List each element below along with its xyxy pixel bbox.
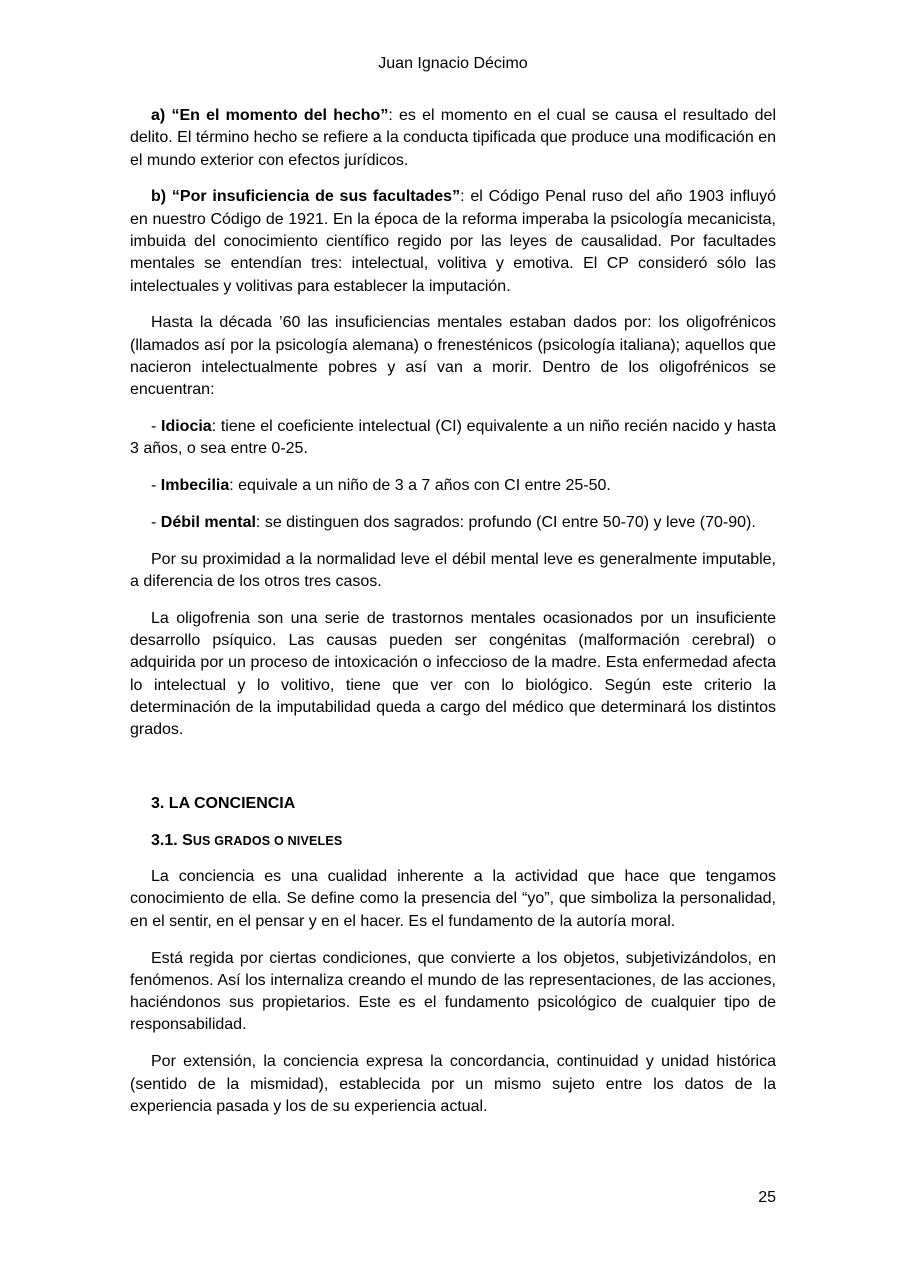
subsection-heading xyxy=(130,830,776,852)
page-body xyxy=(130,105,776,1133)
list-item-text: : tiene el coeficiente intelectual (CI) equivalente a un niño recién nacido y hasta 3 años, o sea entre 0-25. xyxy=(130,418,776,458)
subsection-heading-smallcaps: US GRADOS O NIVELES xyxy=(192,834,343,849)
list-item-text: : equivale a un niño de 3 a 7 años con CI entre 25-50. xyxy=(229,477,611,495)
paragraph-momento-del-hecho xyxy=(130,105,776,172)
paragraph-conciencia-extension xyxy=(130,1051,776,1118)
paragraph-text: : es el momento en el cual se causa el resultado del delito. El término hecho se refiere a la conducta tipificada que produce una modificación en el mundo exterior con efectos jurídicos. xyxy=(130,107,776,169)
list-dash: - xyxy=(151,418,162,436)
section-heading: 3. LA CONCIENCIA xyxy=(151,795,296,813)
running-header-author: Juan Ignacio Décimo xyxy=(378,55,528,72)
list-dash: - xyxy=(151,513,161,531)
paragraph-text: : el Código Penal ruso del año 1903 influyó en nuestro Código de 1921. En la época de la reforma imperaba la psicología mecanicista, imbuida del conocimiento científico regido por las leyes de causalidad. Por facultades mentales se entendían tres: intelectual, volitiva y emotiva. El CP consideró sólo las intelectuales y volitivas para establecer la imputación. xyxy=(130,188,776,295)
paragraph-conciencia-cualidad xyxy=(130,866,776,933)
paragraph-text: Está regida por ciertas condiciones, que convierte a los objetos, subjetivizándolos, en fenómenos. Así los internaliza creando el mundo de las representaciones, de las acciones, haciéndonos sus propietarios. Este es el fundamento psicológico de cualquier tipo de responsabilidad. xyxy=(130,949,776,1034)
paragraph-lead: b) “Por insuficiencia de sus facultades” xyxy=(151,188,461,206)
paragraph-insuficiencia-facultades xyxy=(130,186,776,297)
paragraph-text: La conciencia es una cualidad inherente a la actividad que hace que tengamos conocimiento de ella. Se define como la presencia del “yo”, que simboliza la personalidad, en el sentir, en el pensar y en el hacer. Es el fundamento de la autoría moral. xyxy=(130,868,776,930)
paragraph-text: Hasta la década ’60 las insuficiencias mentales estaban dados por: los oligofrénicos (llamados así por la psicología alemana) o frenesténicos (psicología italiana); aquellos que nacieron intelectualmente pobres y así van a morir. Dentro de los oligofrénicos se encuentran: xyxy=(130,314,776,399)
list-dash: - xyxy=(151,477,161,495)
paragraph-text: La oligofrenia son una serie de trastornos mentales ocasionados por un insuficiente desarrollo psíquico. Las causas pueden ser congénitas (malformación cerebral) o adquirida por un proceso de intoxicación o infeccioso de la madre. Esta enfermedad afecta lo intelectual y lo volitivo, tiene que ver con lo biológico. Según este criterio la determinación de la imputabilidad queda a cargo del médico que determinará los distintos grados. xyxy=(130,609,776,739)
paragraph-text: Por extensión, la conciencia expresa la concordancia, continuidad y unidad histórica (sentido de la mismidad), establecida por un mismo sujeto entre los datos de la experiencia pasada y los de su experiencia actual. xyxy=(130,1053,776,1115)
paragraph-proximidad-normalidad xyxy=(130,549,776,594)
list-item-imbecilia xyxy=(130,475,776,497)
list-item-term: Idiocia xyxy=(161,418,212,436)
paragraph-text: Por su proximidad a la normalidad leve el débil mental leve es generalmente imputable, a diferencia de los otros tres casos. xyxy=(130,550,776,591)
list-item-debil-mental xyxy=(130,512,776,534)
section-spacer xyxy=(130,756,776,793)
paragraph-lead: a) “En el momento del hecho” xyxy=(151,107,389,124)
list-item-idiocia xyxy=(130,416,776,461)
paragraph-oligofrenia xyxy=(130,608,776,742)
paragraph-conciencia-condiciones xyxy=(130,948,776,1037)
paragraph-oligofrenicos xyxy=(130,312,776,401)
list-item-text: : se distinguen dos sagrados: profundo (CI entre 50-70) y leve (70-90). xyxy=(255,513,756,531)
list-item-term: Imbecilia xyxy=(160,477,230,495)
subsection-heading-number: 3.1. S xyxy=(151,832,193,850)
page-number: 25 xyxy=(758,1189,776,1206)
list-item-term: Débil mental xyxy=(160,513,256,531)
